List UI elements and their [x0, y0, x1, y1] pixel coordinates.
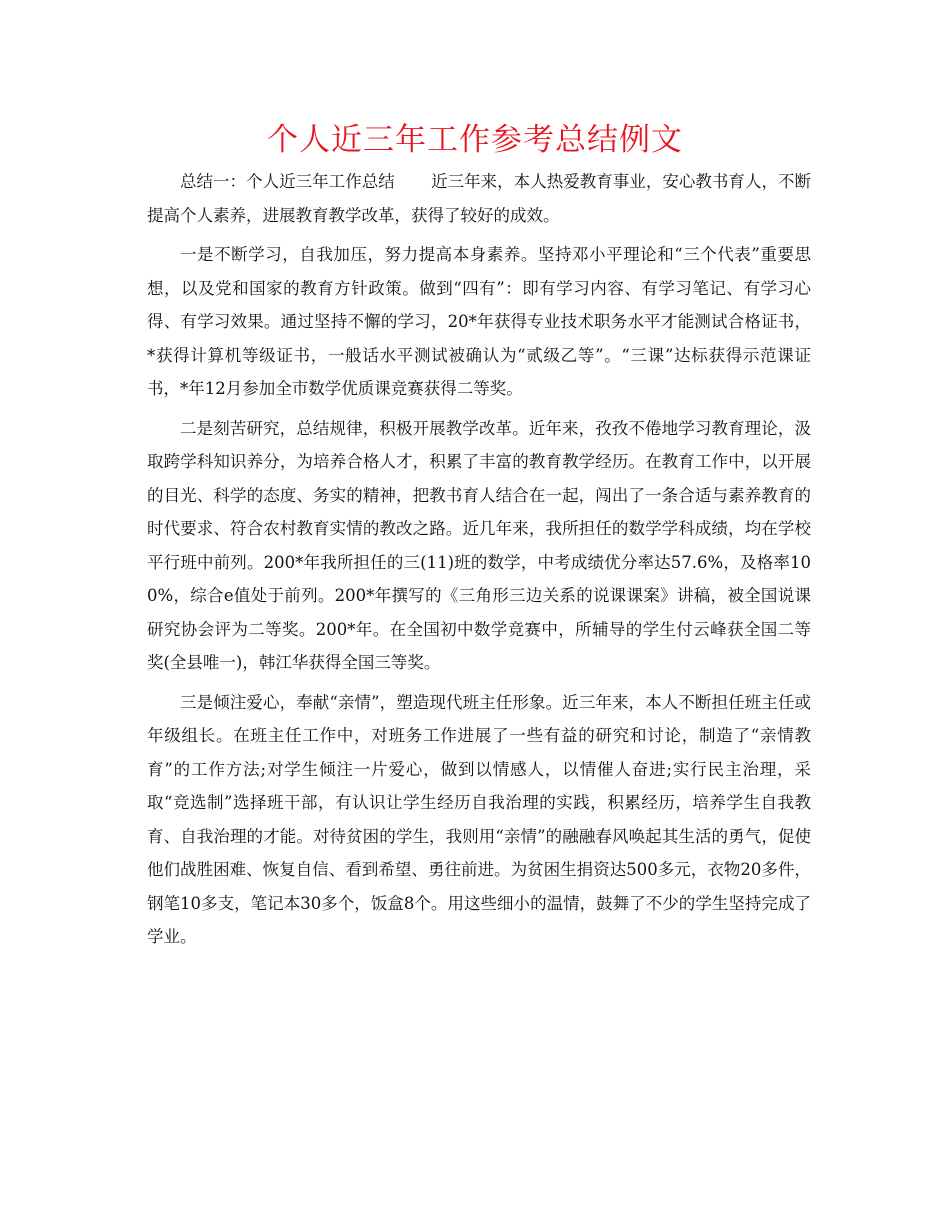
- document-title: 个人近三年工作参考总结例文: [267, 122, 683, 158]
- intro-label: 总结一：个人近三年工作总结: [180, 172, 395, 191]
- paragraph-care: 三是倾注爱心，奉献“亲情”，塑造现代班主任形象。近三年来，本人不断担任班主任或年级组长。在班主任工作中，对班务工作进展了一些有益的研究和讨论，制造了“亲情教育”的工作方法;对学生倾注一片爱心，做到以情感人，以情催人奋进;实行民主治理，采取“竞选制”选择班干部，有认识让学生经历自我治理的实践，积累经历，培养学生自我教育、自我治理的才能。对待贫困的学生，我则用“亲情”的融融春风唤起其生活的勇气，促使他们战胜困难、恢复自信、看到希望、勇往前进。为贫困生捐资达500多元，衣物20多件，钢笔10多支，笔记本30多个，饭盒8个。用这些细小的温情，鼓舞了不少的学生坚持完成了学业。: [147, 692, 811, 946]
- intro-text: 近三年来，本人热爱教育事业，安心教书育人，不断提高个人素养，进展教育教学改革，获得了较好的成效。: [147, 172, 812, 225]
- intro-paragraph: [147, 165, 811, 232]
- paragraph-study: 一是不断学习，自我加压，努力提高本身素养。坚持邓小平理论和“三个代表”重要思想，以及党和国家的教育方针政策。做到“四有”：即有学习内容、有学习笔记、有学习心得、有学习效果。通过坚持不懈的学习，20*年获得专业技术职务水平才能测试合格证书，*获得计算机等级证书，一般话水平测试被确认为“贰级乙等”。“三课”达标获得示范课证书，*年12月参加全市数学优质课竞赛获得二等奖。: [147, 245, 811, 398]
- document-body: [147, 165, 811, 960]
- paragraph-research: 二是刻苦研究，总结规律，积极开展教学改革。近年来，孜孜不倦地学习教育理论，汲取跨学科知识养分，为培养合格人才，积累了丰富的教育教学经历。在教育工作中，以开展的目光、科学的态度、务实的精神，把教书育人结合在一起，闯出了一条合适与素养教育的时代要求、符合农村教育实情的教改之路。近几年来，我所担任的数学学科成绩，均在学校平行班中前列。200*年我所担任的三(11)班的数学，中考成绩优分率达57.6%，及格率100%，综合e值处于前列。200*年撰写的《三角形三边关系的说课课案》讲稿，被全国说课研究协会评为二等奖。200*年。在全国初中数学竞赛中，所辅导的学生付云峰获全国二等奖(全县唯一)，韩江华获得全国三等奖。: [147, 418, 811, 672]
